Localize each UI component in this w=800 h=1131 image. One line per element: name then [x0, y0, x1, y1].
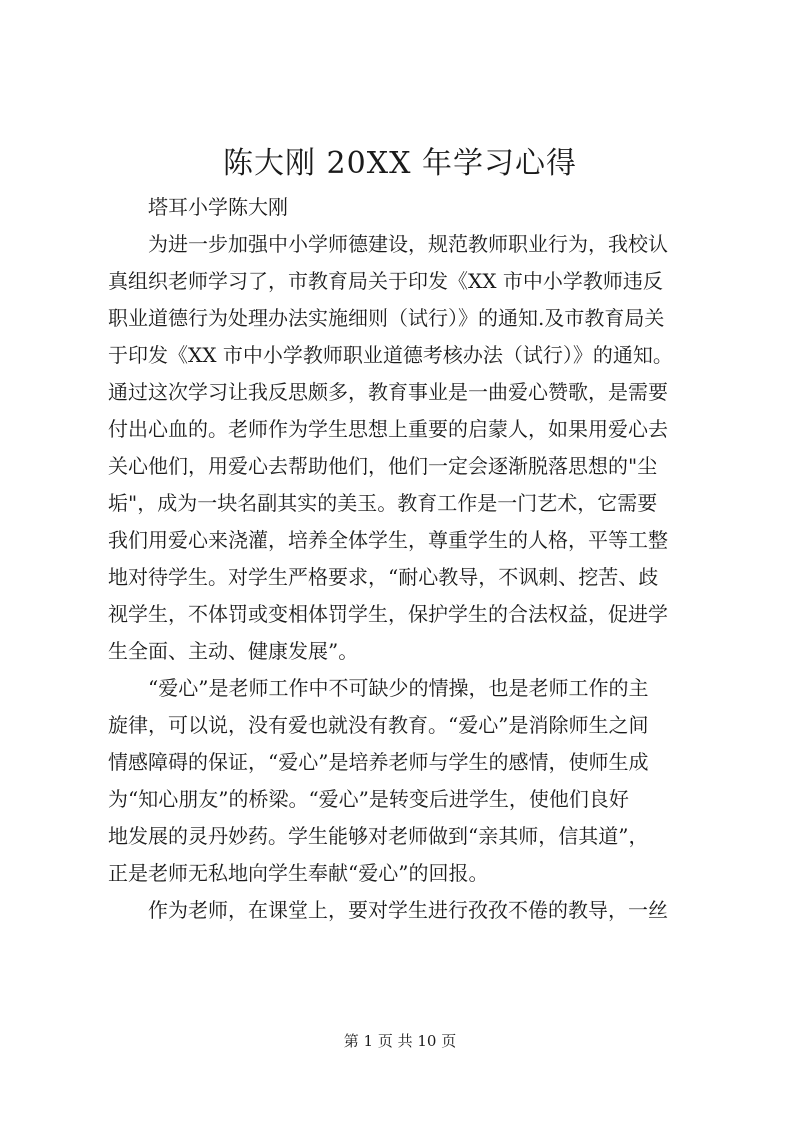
text-line: 作为老师，在课堂上，要对学生进行孜孜不倦的教导，一丝 [148, 898, 668, 922]
text-line: 塔耳小学陈大刚 [148, 195, 288, 219]
document-title: 陈大刚 20XX 年学习心得 [223, 146, 577, 181]
text-line: 为进一步加强中小学师德建设，规范教师职业行为，我校认 [148, 232, 668, 256]
text-line: 为“知心朋友”的桥梁。“爱心”是转变后进学生，使他们良好 [108, 787, 629, 811]
paragraph [108, 670, 712, 892]
text-line: 于印发《XX 市中小学教师职业道德考核办法（试行）》的通知。 [108, 343, 673, 367]
text-line: “爱心”是老师工作中不可缺少的情操，也是老师工作的主 [148, 676, 649, 700]
text-line: 地发展的灵丹妙药。学生能够对老师做到“亲其师，信其道”， [108, 824, 649, 848]
text-line: 通过这次学习让我反思颇多，教育事业是一曲爱心赞歌，是需要 [108, 380, 668, 404]
document-body [108, 189, 712, 929]
text-line: 正是老师无私地向学生奉献“爱心”的回报。 [108, 861, 489, 885]
text-line: 付出心血的。老师作为学生思想上重要的启蒙人，如果用爱心去 [108, 417, 668, 441]
text-line: 职业道德行为处理办法实施细则（试行）》的通知.及市教育局关 [108, 306, 665, 330]
text-line: 关心他们，用爱心去帮助他们，他们一定会逐渐脱落思想的"尘 [108, 454, 658, 478]
text-line: 真组织老师学习了，市教育局关于印发《XX 市中小学教师违反 [108, 269, 663, 293]
paragraph [108, 892, 712, 929]
text-line: 旋律，可以说，没有爱也就没有教育。“爱心”是消除师生之间 [108, 713, 649, 737]
text-line: 情感障碍的保证，“爱心”是培养老师与学生的感情，使师生成 [108, 750, 649, 774]
paragraph [108, 226, 712, 670]
text-line: 地对待学生。对学生严格要求，“耐心教导，不讽刺、挖苦、歧 [108, 565, 659, 589]
text-line: 垢"，成为一块名副其实的美玉。教育工作是一门艺术，它需要 [108, 491, 658, 515]
text-line: 视学生，不体罚或变相体罚学生，保护学生的合法权益，促进学 [108, 602, 668, 626]
text-line: 生全面、主动、健康发展”。 [108, 639, 359, 663]
page-footer: 第 1 页 共 10 页 [343, 1032, 457, 1050]
paragraph [108, 189, 712, 226]
text-line: 我们用爱心来浇灌，培养全体学生，尊重学生的人格，平等工整 [108, 528, 668, 552]
